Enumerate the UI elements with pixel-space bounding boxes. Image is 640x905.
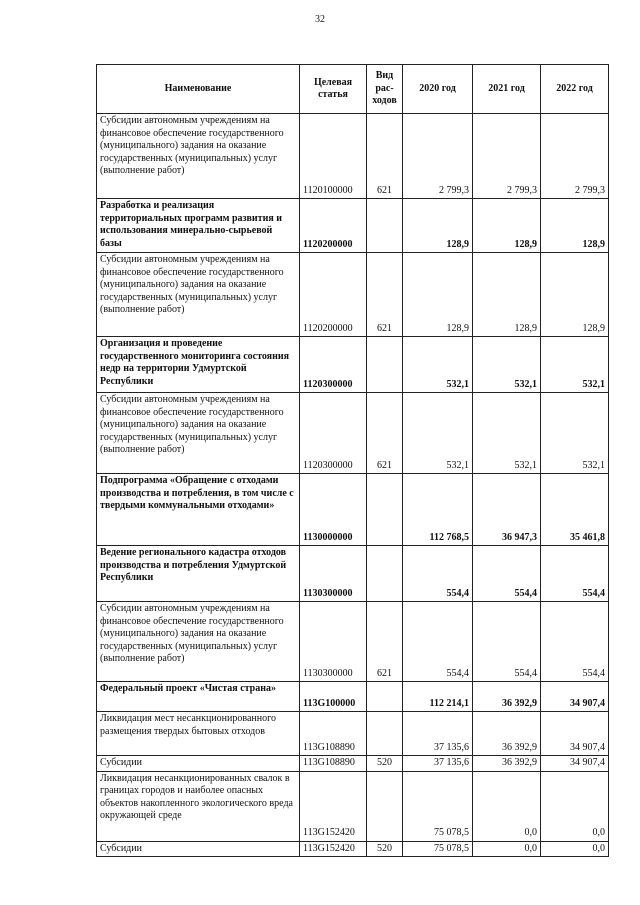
row-2021: 128,9 [473, 253, 541, 337]
row-2021: 36 392,9 [473, 712, 541, 756]
table-row [97, 474, 609, 546]
row-2020: 37 135,6 [403, 756, 473, 772]
row-vid [367, 546, 403, 602]
row-name: Подпрограмма «Обращение с отходами производства и потребления, в том числе с твердыми коммунальными отходами» [97, 474, 300, 546]
row-code: 113G100000 [300, 682, 367, 712]
row-vid [367, 712, 403, 756]
row-2022: 35 461,8 [541, 474, 609, 546]
row-name: Субсидии автономным учреждениям на финансовое обеспечение государственного (муниципального) задания на оказание государственных (муниципальных) услуг (выполнение работ) [97, 602, 300, 682]
row-code: 1120300000 [300, 337, 367, 393]
row-2022: 532,1 [541, 393, 609, 474]
row-name: Субсидии [97, 841, 300, 857]
row-2022: 34 907,4 [541, 682, 609, 712]
row-2022: 128,9 [541, 253, 609, 337]
row-vid: 621 [367, 253, 403, 337]
row-code: 1130000000 [300, 474, 367, 546]
row-2022: 0,0 [541, 771, 609, 841]
table-row [97, 546, 609, 602]
column-header-2021: 2021 год [473, 65, 541, 114]
row-vid [367, 199, 403, 253]
row-name: Ликвидация мест несанкционированного размещения твердых бытовых отходов [97, 712, 300, 756]
row-code: 113G108890 [300, 756, 367, 772]
row-name: Субсидии автономным учреждениям на финансовое обеспечение государственного (муниципального) задания на оказание государственных (муниципальных) услуг (выполнение работ) [97, 253, 300, 337]
row-vid [367, 771, 403, 841]
table-row [97, 771, 609, 841]
row-name: Федеральный проект «Чистая страна» [97, 682, 300, 712]
row-code: 1120100000 [300, 114, 367, 199]
row-2021: 0,0 [473, 841, 541, 857]
row-2022: 34 907,4 [541, 712, 609, 756]
column-header-2020: 2020 год [403, 65, 473, 114]
row-2021: 36 392,9 [473, 756, 541, 772]
row-2020: 554,4 [403, 602, 473, 682]
row-vid: 621 [367, 602, 403, 682]
table-row [97, 712, 609, 756]
row-code: 1120200000 [300, 253, 367, 337]
table-row [97, 756, 609, 772]
row-code: 113G152420 [300, 771, 367, 841]
row-2021: 128,9 [473, 199, 541, 253]
table-row [97, 199, 609, 253]
row-code: 1130300000 [300, 602, 367, 682]
table-row [97, 114, 609, 199]
row-vid [367, 682, 403, 712]
row-vid [367, 474, 403, 546]
row-vid: 621 [367, 114, 403, 199]
row-vid: 520 [367, 756, 403, 772]
page-number: 32 [315, 14, 325, 25]
row-name: Субсидии автономным учреждениям на финансовое обеспечение государственного (муниципального) задания на оказание государственных (муниципальных) услуг (выполнение работ) [97, 114, 300, 199]
row-2021: 554,4 [473, 602, 541, 682]
row-name: Субсидии автономным учреждениям на финансовое обеспечение государственного (муниципального) задания на оказание государственных (муниципальных) услуг (выполнение работ) [97, 393, 300, 474]
row-2020: 532,1 [403, 337, 473, 393]
row-vid: 520 [367, 841, 403, 857]
row-code: 1120200000 [300, 199, 367, 253]
row-2020: 128,9 [403, 253, 473, 337]
table-row [97, 602, 609, 682]
row-2020: 37 135,6 [403, 712, 473, 756]
row-2022: 34 907,4 [541, 756, 609, 772]
row-2020: 2 799,3 [403, 114, 473, 199]
row-2020: 532,1 [403, 393, 473, 474]
table-row [97, 337, 609, 393]
row-code: 1130300000 [300, 546, 367, 602]
budget-table [96, 64, 609, 857]
row-2021: 532,1 [473, 337, 541, 393]
row-name: Ликвидация несанкционированных свалок в границах городов и наиболее опасных объектов накопленного экологического вреда окружающей среде [97, 771, 300, 841]
row-name: Организация и проведение государственного мониторинга состояния недр на территории Удмуртской Республики [97, 337, 300, 393]
row-2020: 128,9 [403, 199, 473, 253]
row-name: Ведение регионального кадастра отходов производства и потребления Удмуртской Республики [97, 546, 300, 602]
row-2021: 36 947,3 [473, 474, 541, 546]
row-2020: 554,4 [403, 546, 473, 602]
row-2020: 75 078,5 [403, 771, 473, 841]
row-2022: 554,4 [541, 546, 609, 602]
row-2021: 0,0 [473, 771, 541, 841]
row-2022: 532,1 [541, 337, 609, 393]
column-header-vid: Вид рас-ходов [367, 65, 403, 114]
row-2021: 36 392,9 [473, 682, 541, 712]
row-2021: 532,1 [473, 393, 541, 474]
row-2022: 0,0 [541, 841, 609, 857]
row-2022: 2 799,3 [541, 114, 609, 199]
row-code: 113G108890 [300, 712, 367, 756]
row-2020: 112 214,1 [403, 682, 473, 712]
row-2021: 554,4 [473, 546, 541, 602]
row-name: Субсидии [97, 756, 300, 772]
table-row [97, 253, 609, 337]
table-header-row [97, 65, 609, 114]
row-code: 1120300000 [300, 393, 367, 474]
table-row [97, 841, 609, 857]
row-vid: 621 [367, 393, 403, 474]
row-2022: 554,4 [541, 602, 609, 682]
row-2021: 2 799,3 [473, 114, 541, 199]
column-header-name: Наименование [97, 65, 300, 114]
row-2022: 128,9 [541, 199, 609, 253]
column-header-2022: 2022 год [541, 65, 609, 114]
row-code: 113G152420 [300, 841, 367, 857]
row-name: Разработка и реализация территориальных программ развития и использования минерально-сырьевой базы [97, 199, 300, 253]
column-header-target: Целевая статья [300, 65, 367, 114]
row-2020: 75 078,5 [403, 841, 473, 857]
row-vid [367, 337, 403, 393]
table-row [97, 682, 609, 712]
table-row [97, 393, 609, 474]
row-2020: 112 768,5 [403, 474, 473, 546]
